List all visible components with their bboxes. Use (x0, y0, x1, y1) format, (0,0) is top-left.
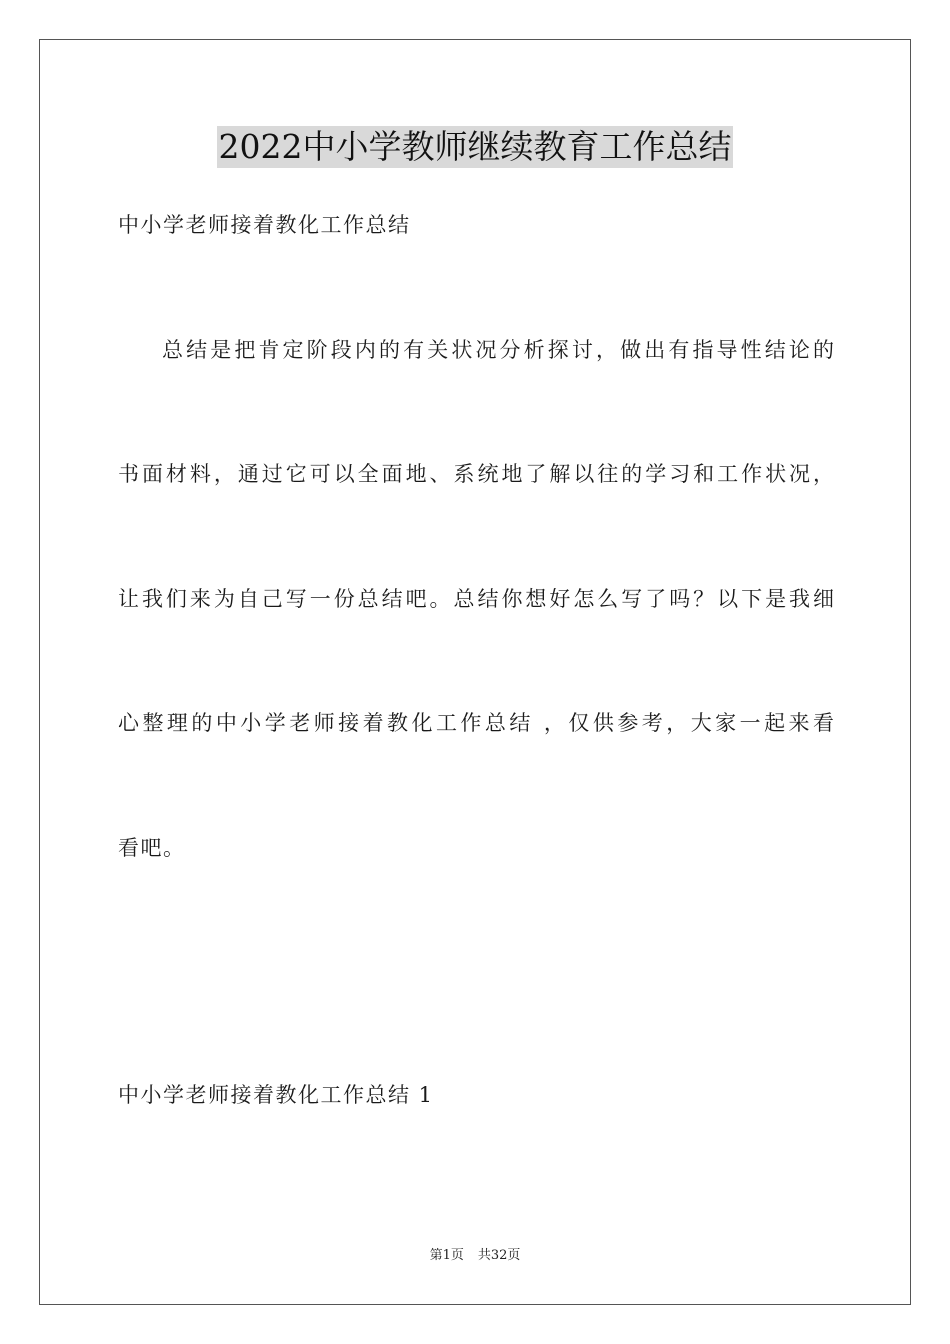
page-number-current: 第1页 (429, 1248, 464, 1263)
page-number-total: 共32页 (477, 1248, 521, 1263)
document-subtitle: 中小学老师接着教化工作总结 (118, 213, 411, 237)
section-heading: 中小学老师接着教化工作总结 1 (118, 1083, 434, 1107)
intro-line-3: 让我们来为自己写一份总结吧。总结你想好怎么写了吗？以下是我细 (118, 587, 834, 611)
document-title: 2022中小学教师继续教育工作总结 (218, 127, 732, 166)
page-footer (0, 1247, 950, 1265)
title-container (0, 126, 950, 168)
intro-line-2: 书面材料，通过它可以全面地、系统地了解以往的学习和工作状况， (118, 462, 834, 486)
intro-line-1: 总结是把肯定阶段内的有关状况分析探讨，做出有指导性结论的 (162, 338, 834, 362)
intro-line-4: 心整理的中小学老师接着教化工作总结 ，仅供参考，大家一起来看 (118, 711, 834, 735)
intro-line-5: 看吧。 (118, 836, 186, 860)
